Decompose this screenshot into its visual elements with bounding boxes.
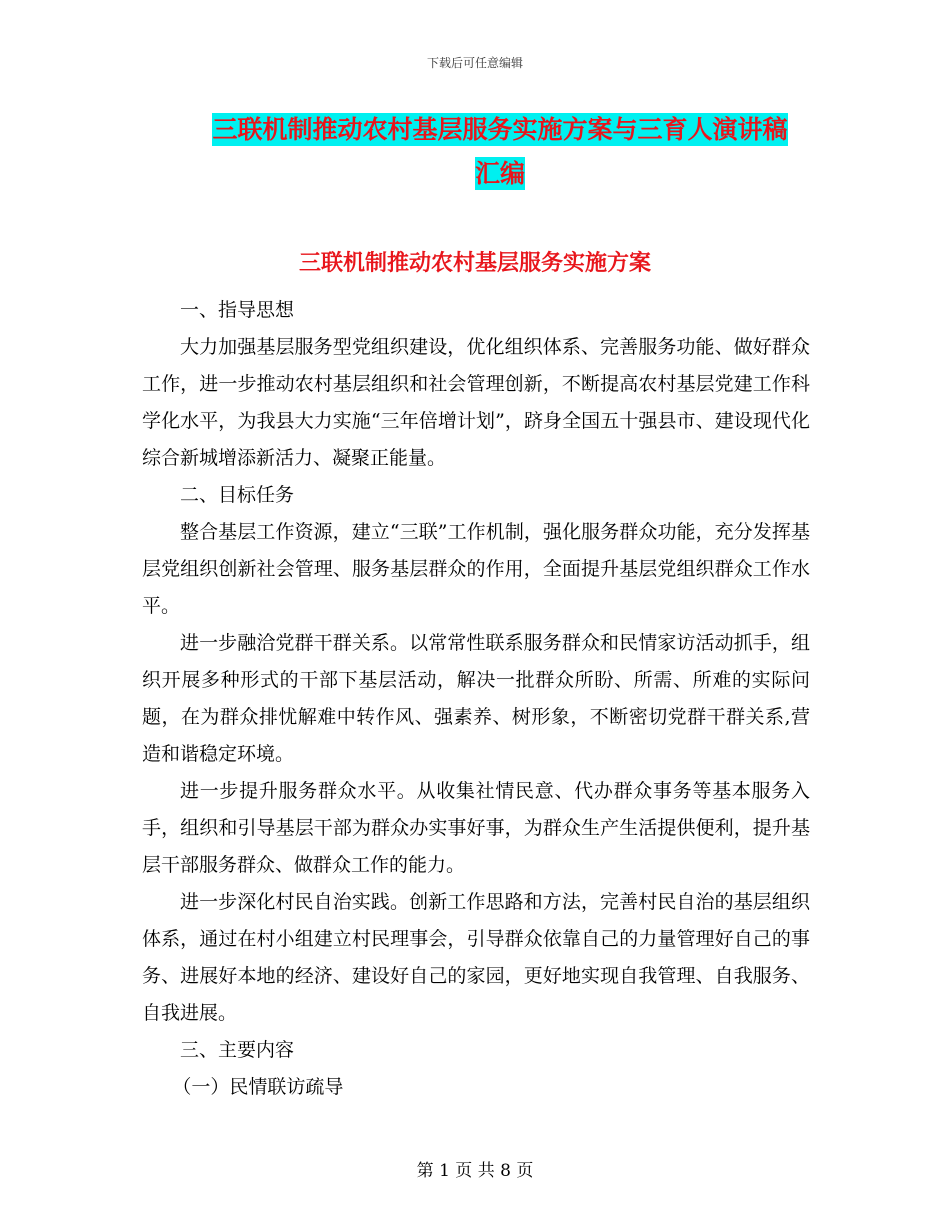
- page-footer: 第 1 页 共 8 页: [416, 1161, 534, 1181]
- heading-goals-tasks: 二、目标任务: [180, 484, 295, 506]
- document-body: [142, 292, 810, 1106]
- paragraph-goals-intro: 整合基层工作资源，建立“三联”工作机制，强化服务群众功能，充分发挥基层党组织创新社会管理、服务基层群众的作用，全面提升基层党组织群众工作水平。: [142, 521, 810, 617]
- section-title: 三联机制推动农村基层服务实施方案: [298, 251, 651, 276]
- heading-guiding-ideology: 一、指导思想: [180, 299, 295, 321]
- document-title-line1: 三联机制推动农村基层服务实施方案与三育人演讲稿: [212, 115, 788, 144]
- paragraph-party-relations: 进一步融洽党群干群关系。以常常性联系服务群众和民情家访活动抓手，组织开展多种形式的干部下基层活动，解决一批群众所盼、所需、所难的实际问题，在为群众排忧解难中转作风、强素养、树形象，不断密切党群干群关系,营造和谐稳定环境。: [142, 632, 810, 765]
- subheading-public-visits: （一）民情联访疏导: [172, 1076, 344, 1098]
- header-note: 下载后可任意编辑: [426, 56, 523, 70]
- paragraph-service-level: 进一步提升服务群众水平。从收集社情民意、代办群众事务等基本服务入手，组织和引导基层干部为群众办实事好事，为群众生产生活提供便利，提升基层干部服务群众、做群众工作的能力。: [142, 780, 810, 876]
- heading-main-content: 三、主要内容: [180, 1039, 295, 1061]
- document-title: [190, 108, 810, 196]
- document-title-line2: 汇编: [474, 159, 525, 188]
- paragraph-guiding-ideology: 大力加强基层服务型党组织建设，优化组织体系、完善服务功能、做好群众工作，进一步推动农村基层组织和社会管理创新，不断提高农村基层党建工作科学化水平，为我县大力实施“三年倍增计划”，跻身全国五十强县市、建设现代化综合新城增添新活力、凝聚正能量。: [142, 336, 810, 469]
- paragraph-village-autonomy: 进一步深化村民自治实践。创新工作思路和方法，完善村民自治的基层组织体系，通过在村小组建立村民理事会，引导群众依靠自己的力量管理好自己的事务、进展好本地的经济、建设好自己的家园，更好地实现自我管理、自我服务、自我进展。: [142, 891, 810, 1024]
